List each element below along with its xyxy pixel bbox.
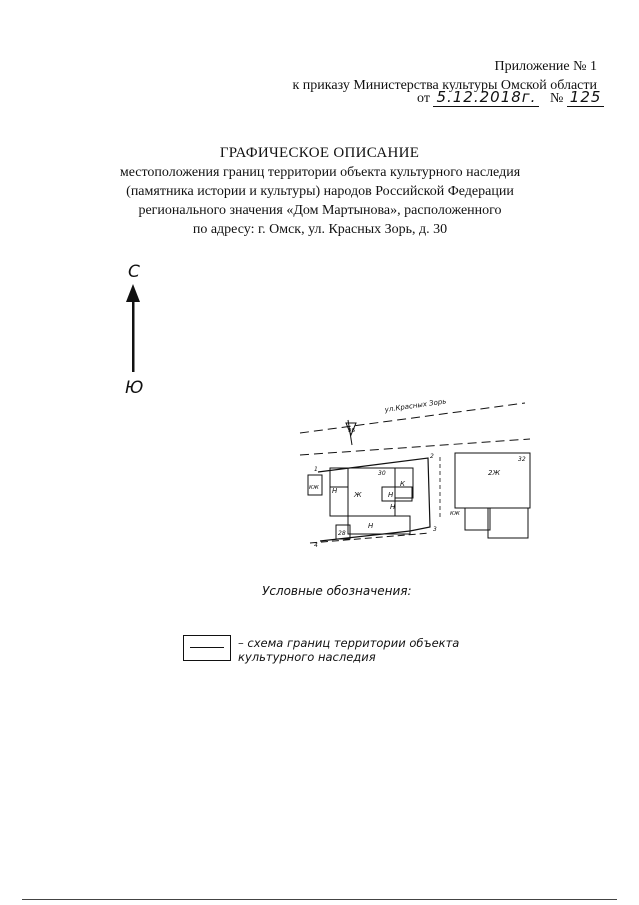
compass-south-label: Ю — [125, 378, 144, 398]
label-n4: Н — [368, 522, 374, 530]
subtitle-line: (памятника истории и культуры) народов Российской Федерации — [126, 184, 514, 199]
legend-symbol — [183, 635, 231, 661]
point-4: 4 — [314, 542, 318, 549]
document-subtitle — [80, 163, 560, 239]
label-n2: Н — [388, 491, 394, 499]
point-2: 2 — [430, 453, 434, 460]
legend-line: – схема границ территории объекта — [238, 636, 460, 650]
number-30: 30 — [378, 470, 386, 477]
number-28: 28 — [338, 530, 346, 537]
number-9b: 9Б — [348, 428, 356, 434]
label-2zh: 2Ж — [488, 469, 500, 477]
building-south — [348, 516, 410, 534]
date-prefix: от — [417, 91, 430, 106]
order-number: 125 — [567, 88, 605, 107]
appendix-label: Приложение № 1 — [494, 59, 597, 74]
number-32: 32 — [518, 456, 526, 463]
order-date: 5.12.2018г. — [433, 88, 539, 107]
legend-title: Условные обозначения: — [262, 584, 412, 598]
north-arrow-icon — [126, 284, 140, 374]
order-date-line — [417, 88, 604, 107]
legend-line: культурного наследия — [238, 650, 376, 664]
subtitle-line: регионального значения «Дом Мартынова», расположенного — [138, 203, 502, 218]
label-kzh: КЖ — [309, 485, 319, 491]
subtitle-line: местоположения границ территории объекта культурного наследия — [119, 165, 521, 180]
compass-north-label: С — [128, 262, 140, 282]
label-n: Н — [332, 487, 338, 495]
legend-description — [238, 636, 459, 664]
street-label: ул.Красных Зорь — [384, 397, 447, 414]
label-zh: Ж — [354, 491, 362, 499]
point-1: 1 — [314, 466, 318, 473]
label-kzh2: КЖ — [450, 511, 460, 517]
bottom-divider — [22, 899, 617, 900]
order-reference: к приказу Министерства культуры Омской области — [292, 78, 597, 93]
number-prefix: № — [549, 91, 564, 106]
site-plan — [290, 395, 550, 555]
point-3: 3 — [433, 526, 437, 533]
label-k: К — [400, 480, 405, 488]
document-title: ГРАФИЧЕСКОЕ ОПИСАНИЕ — [219, 145, 420, 161]
subtitle-line: по адресу: г. Омск, ул. Красных Зорь, д. 30 — [192, 222, 448, 237]
label-n3: Н — [390, 503, 396, 511]
